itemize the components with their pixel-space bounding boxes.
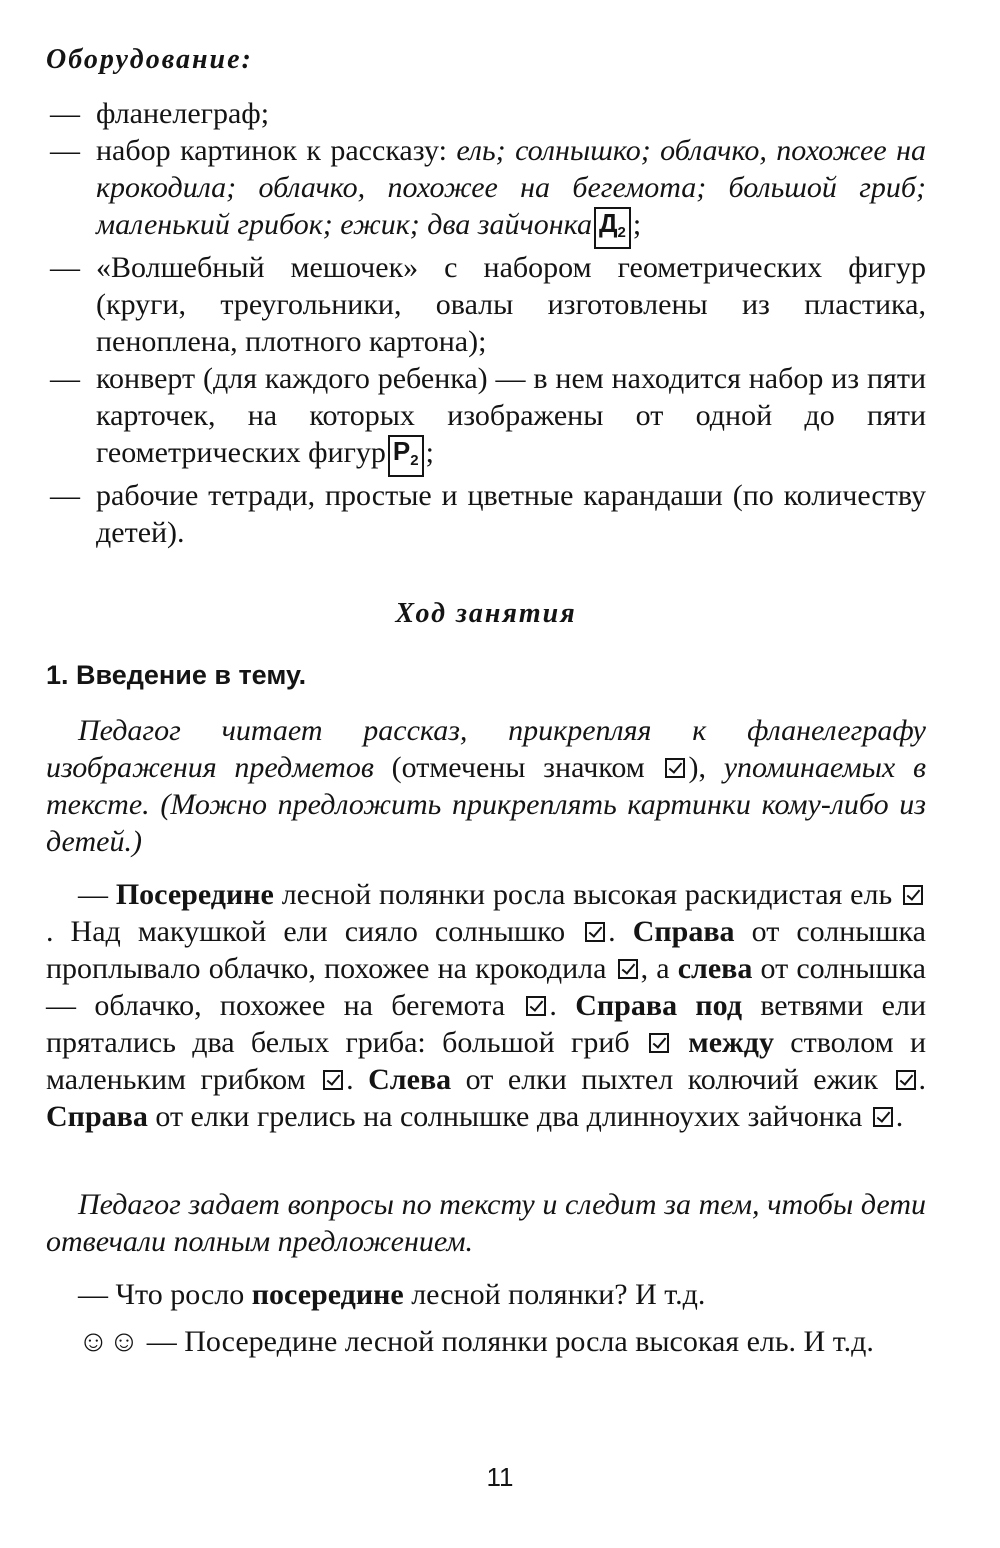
story-text: стволом и маленьким грибком	[46, 1026, 926, 1096]
page-number: 11	[486, 1462, 514, 1492]
story-keyword: слева	[677, 952, 753, 985]
story-text: .	[895, 1100, 904, 1133]
story-text: от елки грелись на солнышке два длинноухих зайчонка	[147, 1100, 870, 1133]
item-text: «Волшебный мешочек» с набором геометрических фигур (круги, треугольники, овалы изготовлены из пластика, пеноплена, плотного картона);	[96, 251, 926, 358]
list-item	[46, 249, 926, 360]
equipment-heading: Оборудование:	[46, 44, 253, 75]
story-text: . Над макушкой ели сияло солнышко	[46, 915, 583, 948]
marker-index: 2	[617, 224, 626, 241]
story-text: .	[346, 1063, 369, 1096]
section-heading: 1. Введение в тему.	[46, 660, 307, 690]
story-text: —	[78, 878, 116, 911]
question-line	[46, 1276, 926, 1313]
checkbox-icon	[618, 959, 638, 979]
list-dash: —	[50, 362, 80, 395]
instruction-paragraph: Педагог задает вопросы по тексту и следит за тем, чтобы дети отвечали полным предложением.	[46, 1188, 926, 1258]
checkbox-icon	[873, 1107, 893, 1127]
list-item	[46, 132, 926, 249]
item-punct: ;	[632, 208, 642, 241]
checkbox-icon	[649, 1033, 669, 1053]
checkbox-icon	[665, 758, 685, 778]
story-keyword: Справа	[46, 1100, 148, 1133]
story-text: от елки пыхтел колючий ежик	[451, 1063, 893, 1096]
smiley-icon: ☺☺	[78, 1325, 140, 1358]
story-text: , а	[640, 952, 678, 985]
marker-letter: Р	[392, 436, 411, 466]
appendix-marker-d2	[594, 207, 631, 249]
question-keyword: посередине	[251, 1278, 404, 1311]
story-text: ветвями ели прятались два белых гриба: большой гриб	[46, 989, 927, 1059]
appendix-marker-p2	[388, 435, 424, 477]
item-text: конверт (для каждого ребенка) — в нем находится набор из пяти карточек, на которых изображены от одной до пяти геометрических фигур	[96, 362, 926, 469]
story-text: .	[918, 1063, 926, 1096]
intro-italic: Педагог читает рассказ, прикрепляя к фланелеграфу изображения предметов	[46, 714, 926, 784]
intro-plain: ),	[688, 751, 724, 784]
equipment-list	[46, 95, 926, 551]
question-text: лесной полянки? И т.д.	[403, 1278, 706, 1311]
list-dash: —	[50, 479, 80, 512]
story-keyword: Справа	[632, 915, 735, 948]
list-dash: —	[50, 97, 80, 130]
checkbox-icon	[585, 922, 605, 942]
story-text: от солнышка — облачко, похожее на бегемота	[46, 952, 926, 1022]
checkbox-icon	[323, 1070, 343, 1090]
list-dash: —	[50, 251, 80, 284]
list-item	[46, 477, 926, 551]
list-item	[46, 95, 926, 132]
list-item	[46, 360, 926, 477]
story-keyword: Справа под	[575, 989, 742, 1022]
marker-letter: Д	[598, 208, 618, 238]
story-keyword: между	[688, 1026, 774, 1059]
checkbox-icon	[526, 996, 546, 1016]
answer-line	[46, 1323, 926, 1360]
lesson-title: Ход занятия	[395, 598, 577, 629]
item-text: фланелеграф;	[96, 97, 270, 130]
answer-text: — Посередине лесной полянки росла высокая ель. И т.д.	[139, 1325, 874, 1358]
list-dash: —	[50, 134, 80, 167]
checkbox-icon	[903, 885, 923, 905]
story-paragraph	[46, 876, 926, 1135]
intro-plain: (отмечены значком	[373, 751, 663, 784]
story-keyword: Посередине	[115, 878, 274, 911]
item-italic-text: ель; солнышко; облачко, похожее на крокодила; облачко, похожее на бегемота; большой гриб; маленький грибок; ежик; два зайчонка	[96, 134, 926, 241]
checkbox-icon	[896, 1070, 916, 1090]
story-text: лесной полянки росла высокая раскидистая ель	[273, 878, 900, 911]
intro-paragraph	[46, 712, 926, 860]
story-text: от солнышка проплывало облачко, похожее на крокодила	[46, 915, 926, 985]
item-punct: ;	[425, 436, 434, 469]
story-text: .	[608, 915, 633, 948]
story-text: .	[549, 989, 576, 1022]
story-keyword: Слева	[368, 1063, 452, 1096]
item-text: набор картинок к рассказу:	[96, 134, 457, 167]
item-text: рабочие тетради, простые и цветные карандаши (по количеству детей).	[96, 479, 926, 549]
question-text: — Что росло	[78, 1278, 252, 1311]
marker-index: 2	[410, 452, 419, 469]
intro-italic: упоминаемых в тексте. (Можно предложить прикреплять картинки кому-либо из детей.)	[46, 751, 926, 858]
